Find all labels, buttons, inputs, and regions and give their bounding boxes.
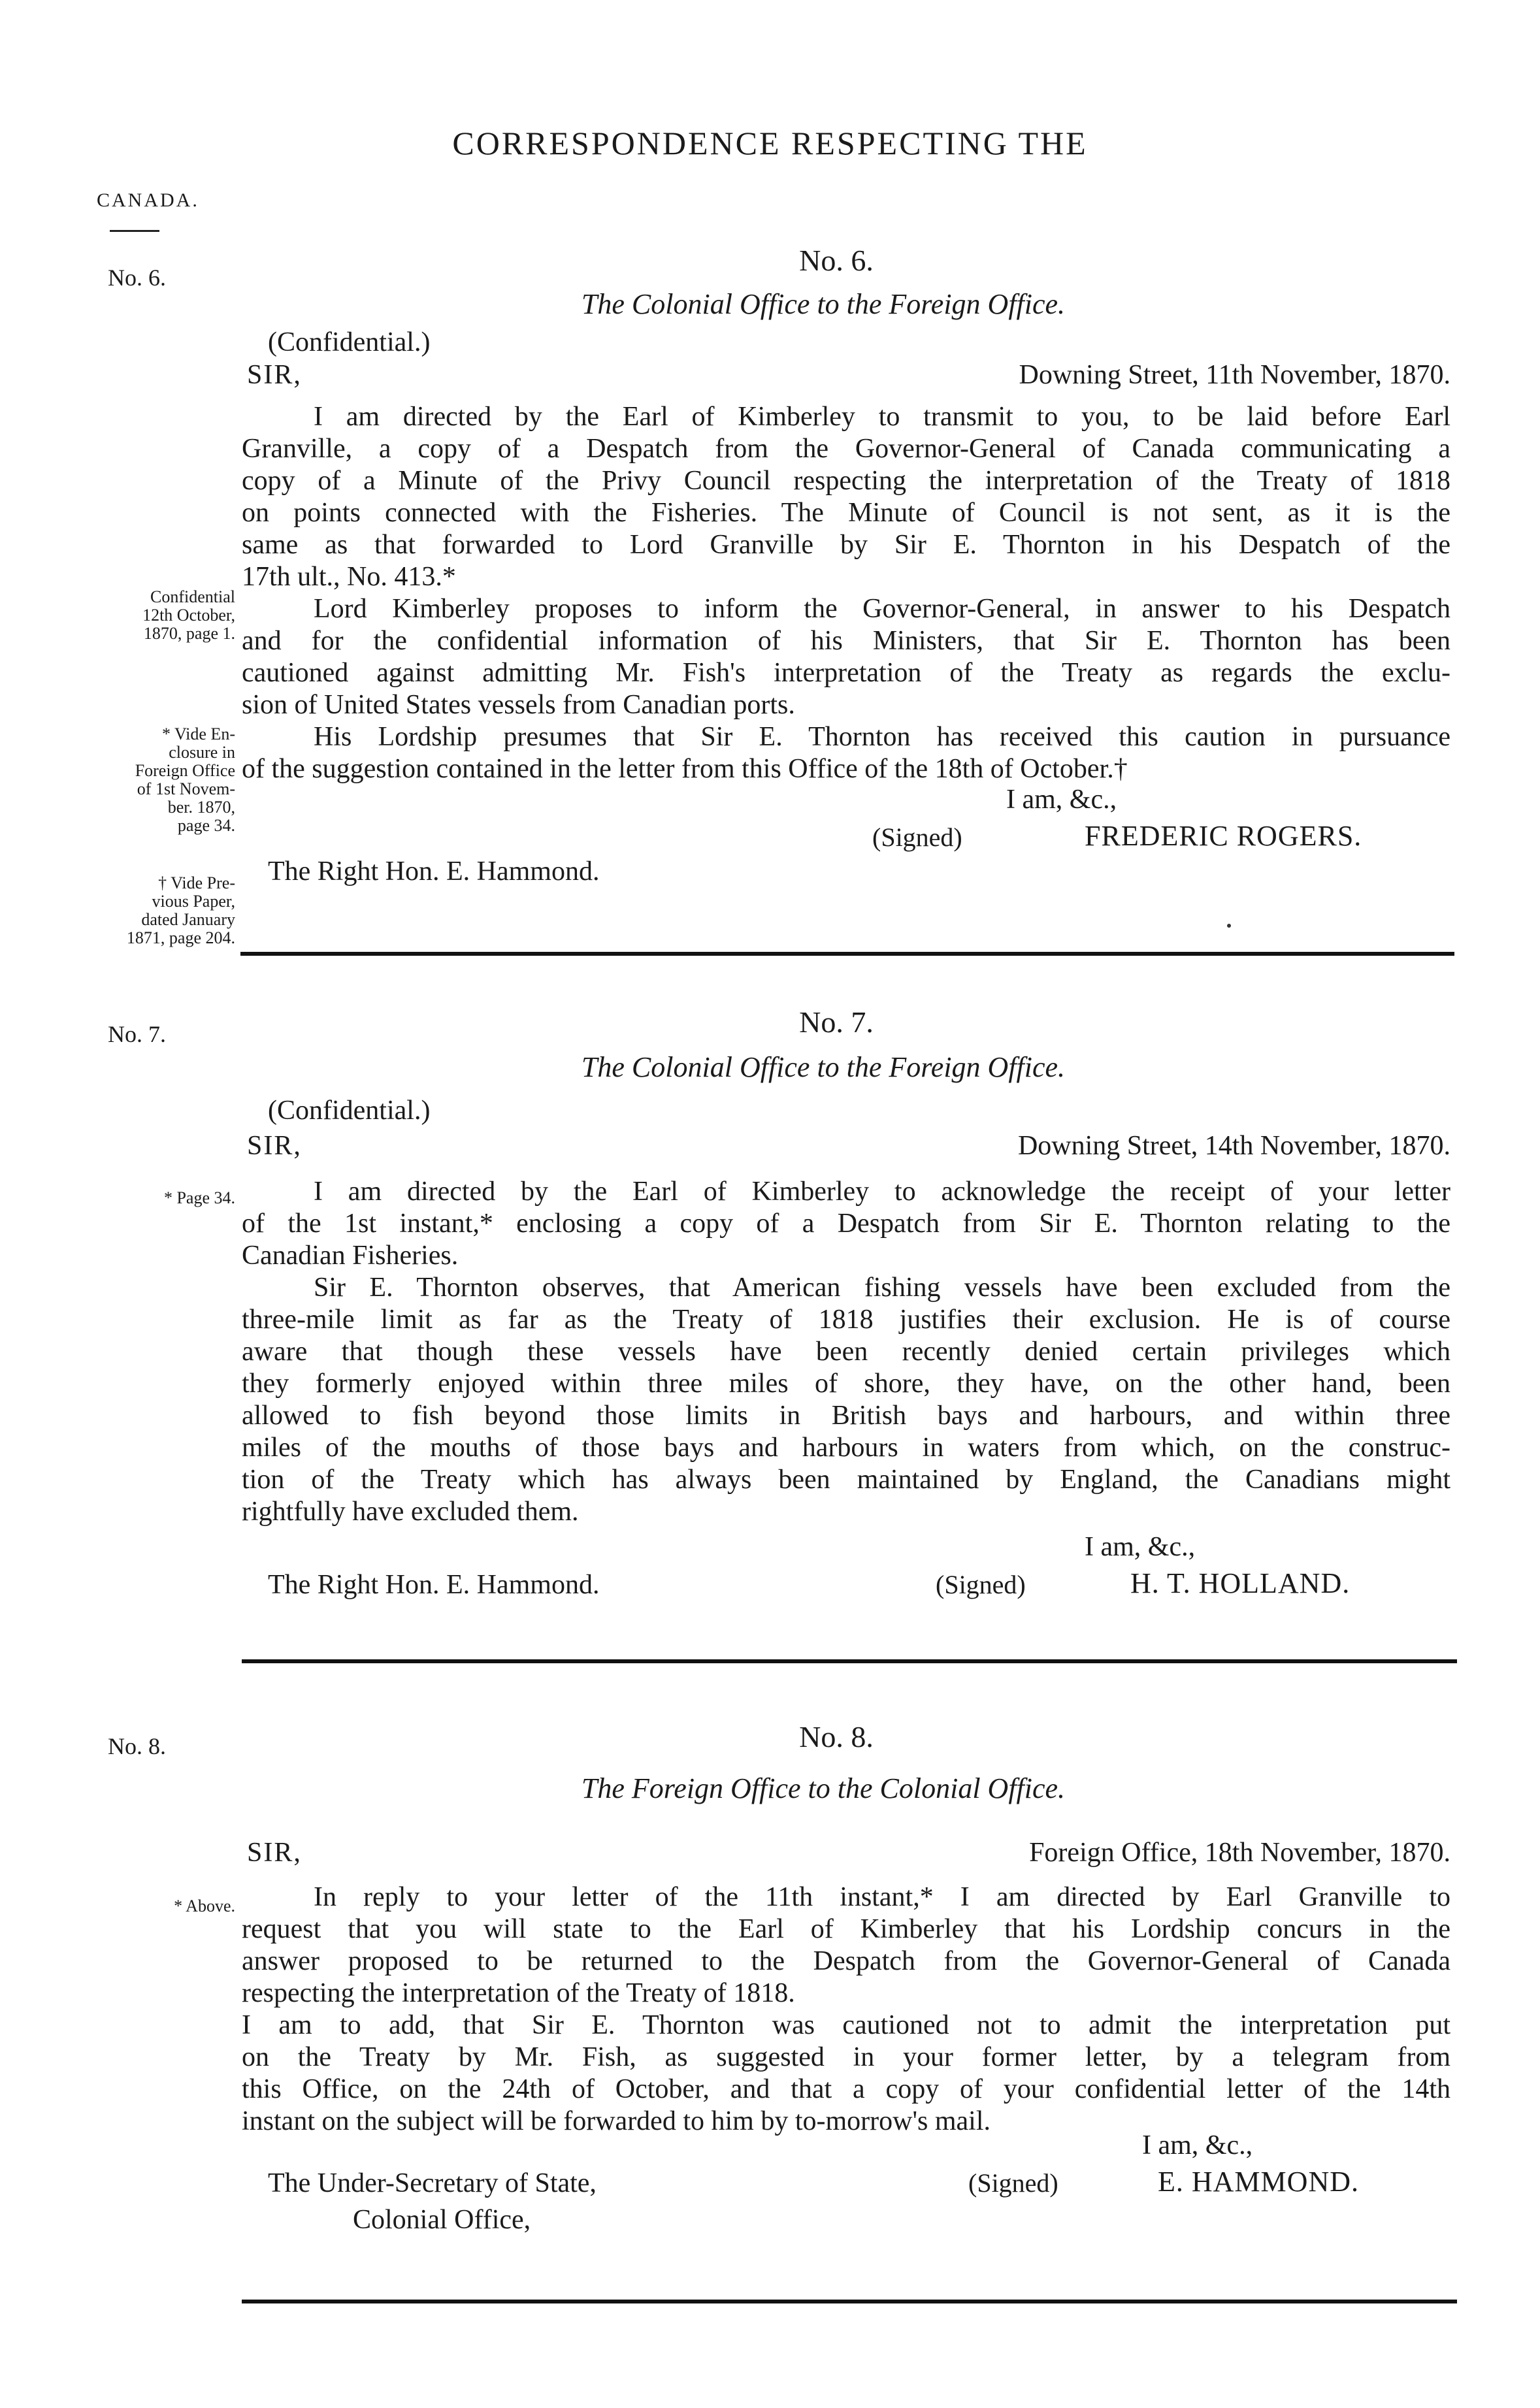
paragraph <box>242 721 1450 785</box>
margin-note-line: 1871, page 204. <box>126 928 235 947</box>
text-line: cautioned against admitting Mr. Fish's interpretation of the Treaty as regards the exclu- <box>242 658 1450 688</box>
paragraph <box>242 1272 1450 1528</box>
signer: H. T. HOLLAND. <box>1130 1567 1351 1599</box>
text-line: on the Treaty by Mr. Fish, as suggested in your former letter, by a telegram from <box>242 2042 1450 2072</box>
addressee: The Right Hon. E. Hammond. <box>268 856 600 887</box>
text-line: I am directed by the Earl of Kimberley to acknowledge the receipt of your letter <box>314 1177 1450 1207</box>
text-line: request that you will state to the Earl of Kimberley that his Lordship concurs in the <box>242 1914 1450 1944</box>
salutation: SIR, <box>247 1131 302 1161</box>
letter-number: No. 7. <box>799 1005 874 1039</box>
running-head: CORRESPONDENCE RESPECTING THE <box>452 125 1088 161</box>
margin-note <box>98 874 235 947</box>
place-date: Downing Street, 11th November, 1870. <box>1019 360 1450 390</box>
print-speck <box>1227 924 1231 928</box>
closing: I am, &c., <box>1142 2130 1253 2160</box>
text-line: aware that though these vessels have been recently denied certain privileges which <box>242 1337 1450 1367</box>
margin-rule <box>110 230 159 232</box>
signer: FREDERIC ROGERS. <box>1085 820 1362 852</box>
text-line: rightfully have excluded them. <box>242 1497 579 1527</box>
signed-label: (Signed) <box>936 1570 1026 1599</box>
addressee: Colonial Office, <box>353 2205 531 2235</box>
signed-label: (Signed) <box>968 2168 1058 2198</box>
text-line: sion of United States vessels from Canadian ports. <box>242 690 795 720</box>
margin-note: * Page 34. <box>163 1188 235 1207</box>
paragraph <box>242 1881 1450 2009</box>
letter-heading: The Colonial Office to the Foreign Office. <box>581 1051 1066 1083</box>
paragraph <box>242 401 1450 593</box>
text-line: of the 1st instant,* enclosing a copy of a Despatch from Sir E. Thornton relating to the <box>242 1209 1450 1239</box>
margin-note-line: * Vide En- <box>161 724 235 743</box>
text-line: allowed to fish beyond those limits in British bays and harbours, and within three <box>242 1401 1450 1431</box>
text-line: Sir E. Thornton observes, that American fishing vessels have been excluded from the <box>314 1273 1450 1303</box>
text-line: instant on the subject will be forwarded to him by to-morrow's mail. <box>242 2106 991 2136</box>
letter-heading: The Foreign Office to the Colonial Office. <box>581 1772 1066 1804</box>
margin-note-line: † Vide Pre- <box>158 873 235 892</box>
text-line: three-mile limit as far as the Treaty of 1818 justifies their exclusion. He is of course <box>242 1305 1450 1335</box>
paragraph <box>242 2009 1450 2138</box>
text-line: answer proposed to be returned to the Despatch from the Governor-General of Canada <box>242 1946 1450 1976</box>
letter-number: No. 6. <box>799 244 874 277</box>
margin-note-line: Foreign Office <box>135 761 235 780</box>
letter-number: No. 8. <box>799 1720 874 1753</box>
margin-note-line: closure in <box>169 743 235 762</box>
margin-letter-number: No. 7. <box>108 1021 166 1047</box>
place-date: Downing Street, 14th November, 1870. <box>1017 1131 1450 1161</box>
text-line: same as that forwarded to Lord Granville by Sir E. Thornton in his Despatch of the <box>242 530 1450 560</box>
text-line: copy of a Minute of the Privy Council respecting the interpretation of the Treaty of 1818 <box>242 466 1450 496</box>
confidential-mark: (Confidential.) <box>268 327 431 357</box>
margin-note <box>98 588 235 643</box>
letter-heading: The Colonial Office to the Foreign Office. <box>581 288 1066 320</box>
signed-label: (Signed) <box>872 822 962 852</box>
margin-note: * Above. <box>174 1896 235 1915</box>
text-line: and for the confidential information of his Ministers, that Sir E. Thornton has been <box>242 626 1450 656</box>
confidential-mark: (Confidential.) <box>268 1096 431 1126</box>
section-divider <box>242 2300 1457 2303</box>
margin-note <box>98 725 235 835</box>
text-line: they formerly enjoyed within three miles of shore, they have, on the other hand, been <box>242 1369 1450 1399</box>
paragraph <box>242 593 1450 721</box>
section-divider <box>240 952 1454 956</box>
margin-note-line: of 1st Novem- <box>137 779 235 798</box>
text-line: miles of the mouths of those bays and harbours in waters from which, on the construc- <box>242 1433 1450 1463</box>
section-divider <box>242 1659 1457 1663</box>
closing: I am, &c., <box>1006 785 1117 815</box>
margin-letter-number: No. 8. <box>108 1733 166 1759</box>
margin-letter-number: No. 6. <box>108 265 166 291</box>
text-line: this Office, on the 24th of October, and that a copy of your confidential letter of the 14th <box>242 2074 1450 2104</box>
text-line: respecting the interpretation of the Treaty of 1818. <box>242 1978 795 2008</box>
margin-note-line: 12th October, <box>142 606 235 625</box>
text-line: on points connected with the Fisheries. The Minute of Council is not sent, as it is the <box>242 498 1450 528</box>
text-line: In reply to your letter of the 11th instant,* I am directed by Earl Granville to <box>314 1882 1450 1912</box>
addressee: The Under-Secretary of State, <box>268 2168 597 2198</box>
margin-note-line: page 34. <box>177 816 235 835</box>
salutation: SIR, <box>247 360 302 390</box>
margin-note-line: ber. 1870, <box>167 798 235 817</box>
text-line: of the suggestion contained in the letter from this Office of the 18th of October.† <box>242 754 1128 784</box>
text-line: His Lordship presumes that Sir E. Thornton has received this caution in pursuance <box>314 722 1450 752</box>
text-line: I am to add, that Sir E. Thornton was cautioned not to admit the interpretation put <box>242 2010 1450 2040</box>
text-line: tion of the Treaty which has always been maintained by England, the Canadians might <box>242 1465 1450 1495</box>
margin-note-line: Confidential <box>150 587 235 606</box>
signer: E. HAMMOND. <box>1158 2166 1359 2198</box>
addressee: The Right Hon. E. Hammond. <box>268 1570 600 1600</box>
paragraph <box>242 1176 1450 1272</box>
place-date: Foreign Office, 18th November, 1870. <box>1029 1838 1450 1868</box>
closing: I am, &c., <box>1085 1532 1196 1562</box>
text-line: Granville, a copy of a Despatch from the Governor-General of Canada communicating a <box>242 434 1450 464</box>
text-line: I am directed by the Earl of Kimberley to transmit to you, to be laid before Earl <box>314 402 1450 432</box>
text-line: Lord Kimberley proposes to inform the Governor-General, in answer to his Despatch <box>314 594 1450 624</box>
margin-note-line: dated January <box>141 910 235 929</box>
margin-note-line: 1870, page 1. <box>143 624 235 643</box>
margin-note-line: vious Paper, <box>152 892 235 911</box>
text-line: 17th ult., No. 413.* <box>242 562 456 592</box>
text-line: Canadian Fisheries. <box>242 1241 459 1271</box>
salutation: SIR, <box>247 1838 302 1868</box>
margin-country: CANADA. <box>97 189 199 211</box>
